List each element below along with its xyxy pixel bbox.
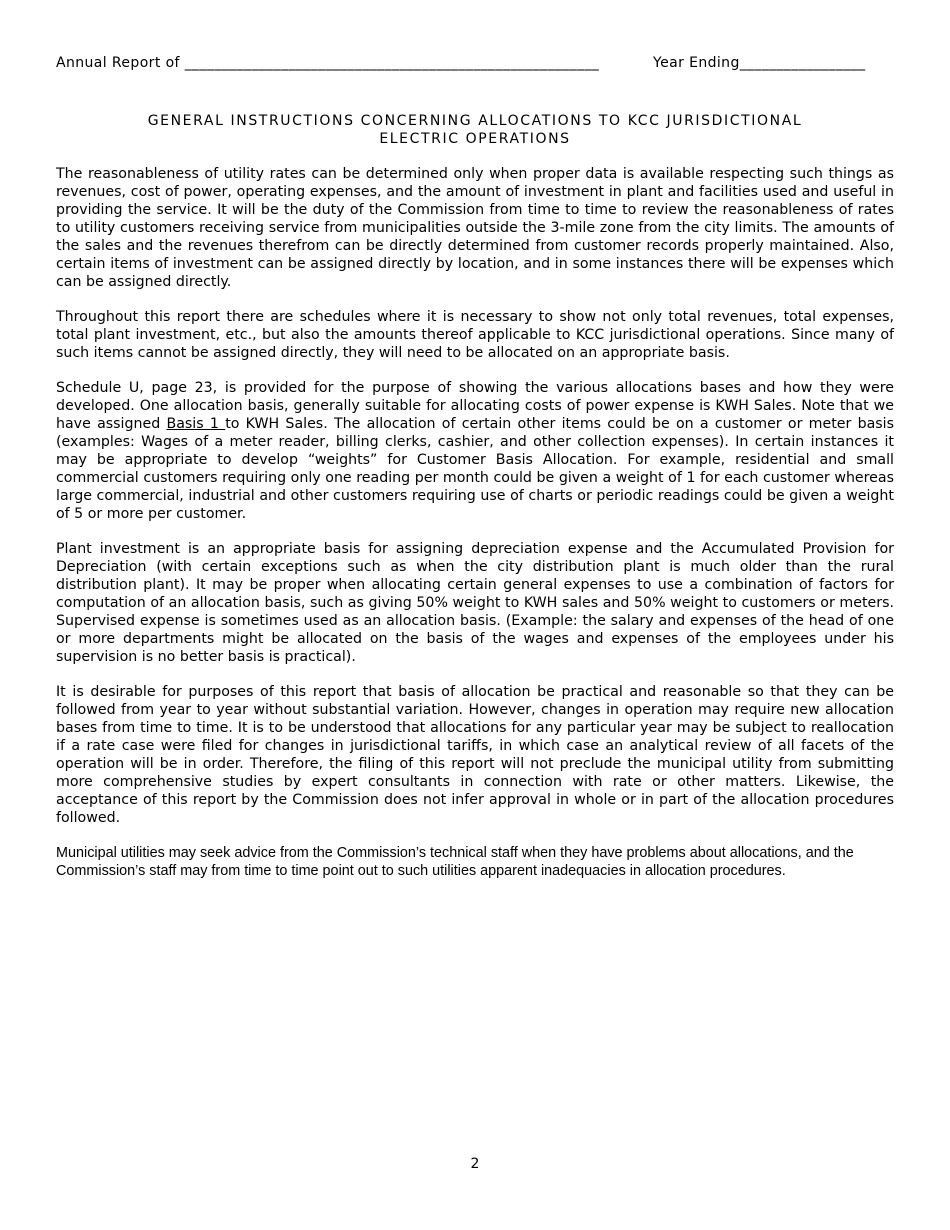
paragraph-rates-reasonableness: The reasonableness of utility rates can be determined only when proper data is available respecting such things as revenues, cost of power, operating expenses, and the amount of investment in plant and facilities used and useful in providing the service. It will be the duty of the Commission from time to time to review the reasonableness of rates to utility customers receiving service from municipalities outside the 3-mile zone from the city limits. The amounts of the sales and the revenues therefrom can be directly determined from customer records properly maintained. Also, certain items of investment can be assigned directly by location, and in some instances there will be expenses which can be assigned directly. bbox=[56, 166, 894, 290]
paragraph-schedules: Throughout this report there are schedules where it is necessary to show not only total revenues, total expenses, total plant investment, etc., but also the amounts thereof applicable to KCC jurisdictional operations. Since many of such items cannot be assigned directly, they will need to be allocated on an appropriate basis. bbox=[56, 309, 894, 361]
title-line-2: ELECTRIC OPERATIONS bbox=[379, 131, 571, 147]
paragraph-commission-advice: Municipal utilities may seek advice from the Commission’s technical staff when they have problems about allocations, and the Commission’s staff may from time to time point out to such utilities apparent inadequacies in allocation procedures. bbox=[56, 845, 854, 879]
schedule-u-text-start: Schedule U, page 23, is provided for the purpose of showing the various allocations bases and how they were developed. One allocation basis, generally suitable for allocating costs of power expense is KWH Sales. Note that we have assigned bbox=[56, 380, 894, 432]
title-line-1: GENERAL INSTRUCTIONS CONCERNING ALLOCATIONS TO KCC JURISDICTIONAL bbox=[147, 113, 803, 129]
paragraph-plant-investment: Plant investment is an appropriate basis for assigning depreciation expense and the Accumulated Provision for Depreciation (with certain exceptions such as when the city distribution plant is much older than the rural distribution plant). It may be proper when allocating certain general expenses to use a combination of factors for computation of an allocation basis, such as giving 50% weight to KWH sales and 50% weight to customers or meters. Supervised expense is sometimes used as an allocation basis. (Example: the salary and expenses of the head of one or more departments might be allocated on the basis of the wages and expenses of the employees under his supervision is no better basis is practical). bbox=[56, 541, 894, 665]
report-header bbox=[56, 55, 894, 71]
paragraph-allocation-basis: It is desirable for purposes of this report that basis of allocation be practical and reasonable so that they can be followed from year to year without substantial variation. However, changes in operation may require new allocation bases from time to time. It is to be understood that allocations for any particular year may be subject to reallocation if a rate case were filed for changes in jurisdictional tariffs, in which case an analytical review of all facets of the operation will be in order. Therefore, the filing of this report will not preclude the municipal utility from submitting more comprehensive studies by expert consultants in connection with rate or other matters. Likewise, the acceptance of this report by the Commission does not infer approval in whole or in part of the allocation procedures followed. bbox=[56, 684, 894, 826]
instructions-body bbox=[56, 165, 894, 897]
page-number: 2 bbox=[470, 1156, 480, 1172]
year-ending-field: Year Ending_________________ bbox=[653, 55, 866, 71]
basis-1-underlined: Basis 1 bbox=[166, 416, 226, 432]
document-title bbox=[56, 112, 894, 148]
paragraph-schedule-u bbox=[56, 379, 894, 523]
annual-report-of-field: Annual Report of ________________________________________________________ bbox=[56, 55, 600, 71]
schedule-u-text-end: to KWH Sales. The allocation of certain other items could be on a customer or meter basis (examples: Wages of a meter reader, billing clerks, cashier, and other collection expenses). In certain instances it may be appropriate to develop “weights” for Customer Basis Allocation. For example, residential and small commercial customers requiring only one reading per month could be given a weight of 1 for each customer whereas large commercial, industrial and other customers requiring use of charts or periodic readings could be given a weight of 5 or more per customer. bbox=[56, 416, 895, 522]
